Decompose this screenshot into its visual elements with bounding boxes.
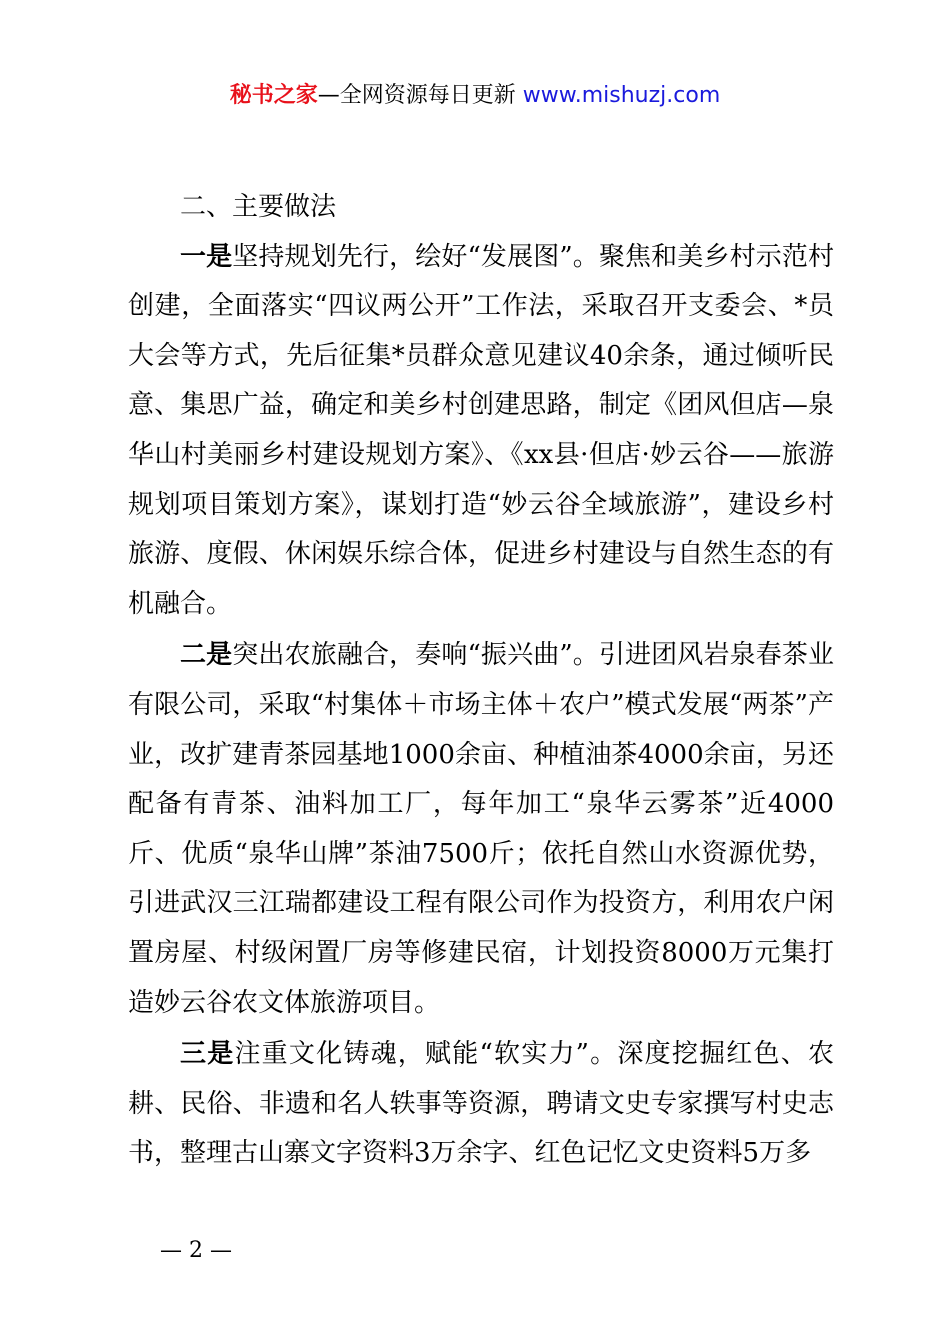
paragraph-1 (128, 233, 834, 630)
section-heading: 二、主要做法 (180, 192, 337, 222)
paragraph-text: 坚持规划先行，绘好“发展图”。聚焦和美乡村示范村创建，全面落实“四议两公开”工作法，采取召开支委会、*员大会等方式，先后征集*员群众意见建议40余条，通过倾听民意、集思广益，确定和美乡村创建思路，制定《团风但店—泉华山村美丽乡村建设规划方案》、《xx县·但店·妙云谷——旅游规划项目策划方案》，谋划打造“妙云谷全域旅游”，建设乡村旅游、度假、休闲娱乐综合体，促进乡村建设与自然生态的有机融合。 (128, 241, 834, 619)
header-slogan: —全网资源每日更新 (317, 83, 516, 108)
paragraph-lead: 三是 (180, 1039, 235, 1070)
header-url[interactable]: www.mishuzj.com (522, 83, 721, 108)
paragraph-2 (128, 631, 834, 1028)
paragraph-lead: 一是 (180, 241, 233, 272)
document-body (128, 183, 834, 1179)
paragraph-3 (128, 1030, 834, 1179)
paragraph-text: 突出农旅融合，奏响“振兴曲”。引进团风岩泉春茶业有限公司，采取“村集体＋市场主体＋农户”模式发展“两茶”产业，改扩建青茶园基地1000余亩、种植油茶4000余亩，另还配备有青茶、油料加工厂，每年加工“泉华云雾茶”近4000斤、优质“泉华山牌”茶油7500斤；依托自然山水资源优势，引进武汉三江瑞都建设工程有限公司作为投资方，利用农户闲置房屋、村级闲置厂房等修建民宿，计划投资8000万元集打造妙云谷农文体旅游项目。 (128, 640, 834, 1018)
brand-name: 秘书之家 (229, 83, 318, 108)
paragraph-lead: 二是 (180, 640, 233, 671)
paragraph-text: 注重文化铸魂，赋能“软实力”。深度挖掘红色、农耕、民俗、非遗和名人轶事等资源，聘请文史专家撰写村史志书，整理古山寨文字资料3万余字、红色记忆文史资料5万多 (128, 1039, 834, 1169)
site-header (0, 80, 950, 112)
page-number: — 2 — (160, 1238, 232, 1263)
